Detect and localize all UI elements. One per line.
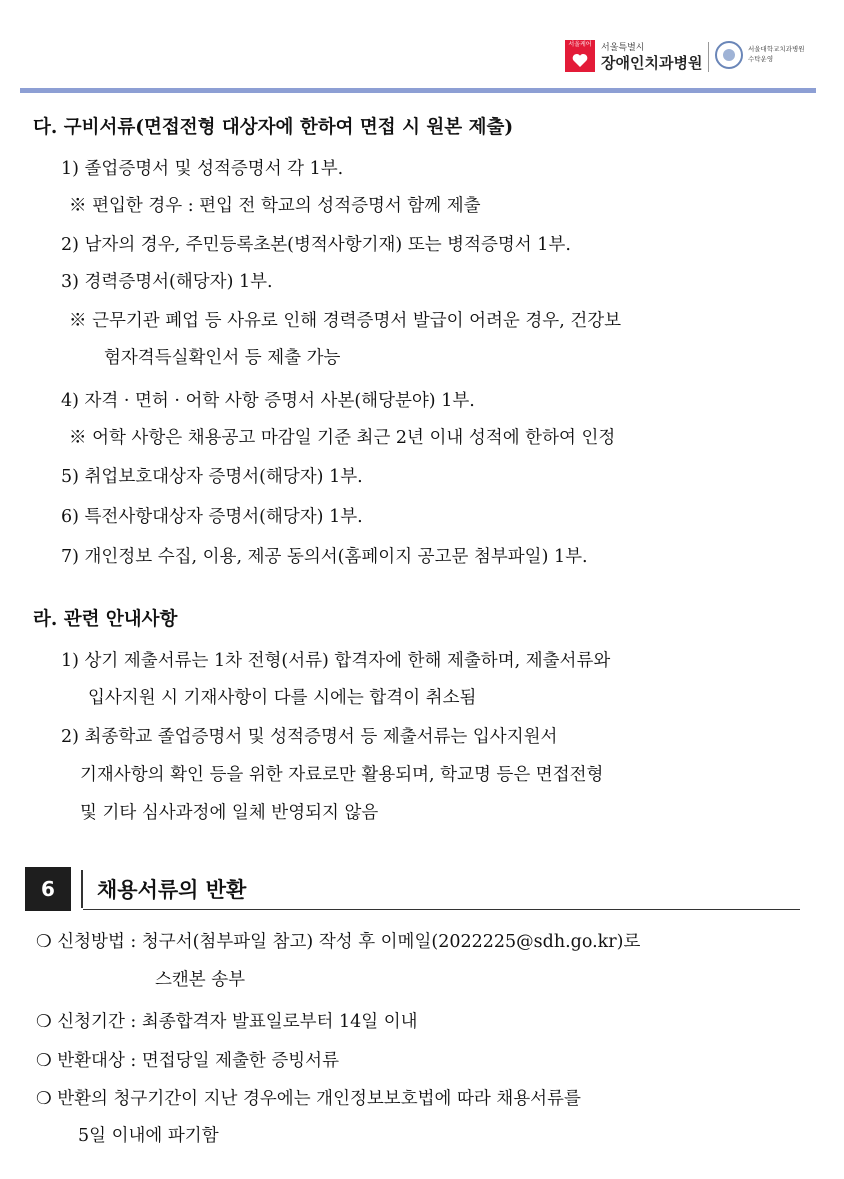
list-item: 1) 졸업증명서 및 성적증명서 각 1부.: [61, 159, 344, 179]
list-item: 6) 특전사항대상자 증명서(해당자) 1부.: [61, 507, 363, 527]
section-da-heading: 다. 구비서류(면접전형 대상자에 한하여 면접 시 원본 제출): [33, 117, 514, 138]
list-item: 5) 취업보호대상자 증명서(해당자) 1부.: [61, 467, 363, 487]
list-item: 3) 경력증명서(해당자) 1부.: [61, 272, 273, 292]
badge-label: 서울케어: [565, 40, 595, 50]
section-number-badge: 6: [25, 867, 71, 911]
seal-line1: 서울대학교치과병원: [748, 45, 805, 53]
list-item: 2) 최종학교 졸업증명서 및 성적증명서 등 제출서류는 입사지원서: [61, 727, 558, 747]
section-ra-heading: 라. 관련 안내사항: [33, 609, 178, 630]
bullet-item: ❍ 반환의 청구기간이 지난 경우에는 개인정보보호법에 따라 채용서류를: [36, 1089, 581, 1109]
note-item-continued: 험자격득실확인서 등 제출 가능: [104, 348, 341, 368]
university-seal-icon: [715, 41, 743, 69]
seoul-care-badge: [565, 40, 595, 72]
list-item-continued: 및 기타 심사과정에 일체 반영되지 않음: [80, 803, 379, 823]
logo-divider: [708, 42, 709, 72]
section-6-title: 채용서류의 반환: [97, 878, 247, 902]
seal-line2: 수탁운영: [748, 55, 774, 63]
list-item-continued: 입사지원 시 기재사항이 다를 시에는 합격이 취소됨: [88, 688, 477, 708]
section-title-bar: [81, 870, 83, 908]
note-item: ※ 근무기관 폐업 등 사유로 인해 경력증명서 발급이 어려운 경우, 건강보: [69, 311, 622, 331]
list-item-continued: 기재사항의 확인 등을 위한 자료로만 활용되며, 학교명 등은 면접전형: [80, 765, 604, 785]
list-item: 4) 자격 · 면허 · 어학 사항 증명서 사본(해당분야) 1부.: [61, 391, 475, 411]
header-rule: [20, 88, 816, 93]
hospital-logo: [565, 40, 815, 76]
bullet-item-continued: 스캔본 송부: [155, 970, 246, 990]
note-item: ※ 편입한 경우 : 편입 전 학교의 성적증명서 함께 제출: [69, 196, 481, 216]
org-name: 장애인치과병원: [601, 54, 703, 72]
section-title-rule: [83, 909, 800, 910]
bullet-item: ❍ 신청방법 : 청구서(첨부파일 참고) 작성 후 이메일(2022225@sdh.go.kr)로: [36, 932, 641, 952]
org-sub-label: 서울특별시: [601, 43, 645, 53]
list-item: 1) 상기 제출서류는 1차 전형(서류) 합격자에 한해 제출하며, 제출서류와: [61, 651, 611, 671]
seal-caption: [748, 44, 805, 64]
list-item: 2) 남자의 경우, 주민등록초본(병적사항기재) 또는 병적증명서 1부.: [61, 235, 571, 255]
bullet-item: ❍ 신청기간 : 최종합격자 발표일로부터 14일 이내: [36, 1012, 418, 1032]
heart-icon: [572, 53, 588, 68]
list-item: 7) 개인정보 수집, 이용, 제공 동의서(홈페이지 공고문 첨부파일) 1부.: [61, 547, 588, 567]
bullet-item: ❍ 반환대상 : 면접당일 제출한 증빙서류: [36, 1051, 339, 1071]
note-item: ※ 어학 사항은 채용공고 마감일 기준 최근 2년 이내 성적에 한하여 인정: [69, 428, 616, 448]
bullet-item-continued: 5일 이내에 파기함: [78, 1126, 219, 1146]
